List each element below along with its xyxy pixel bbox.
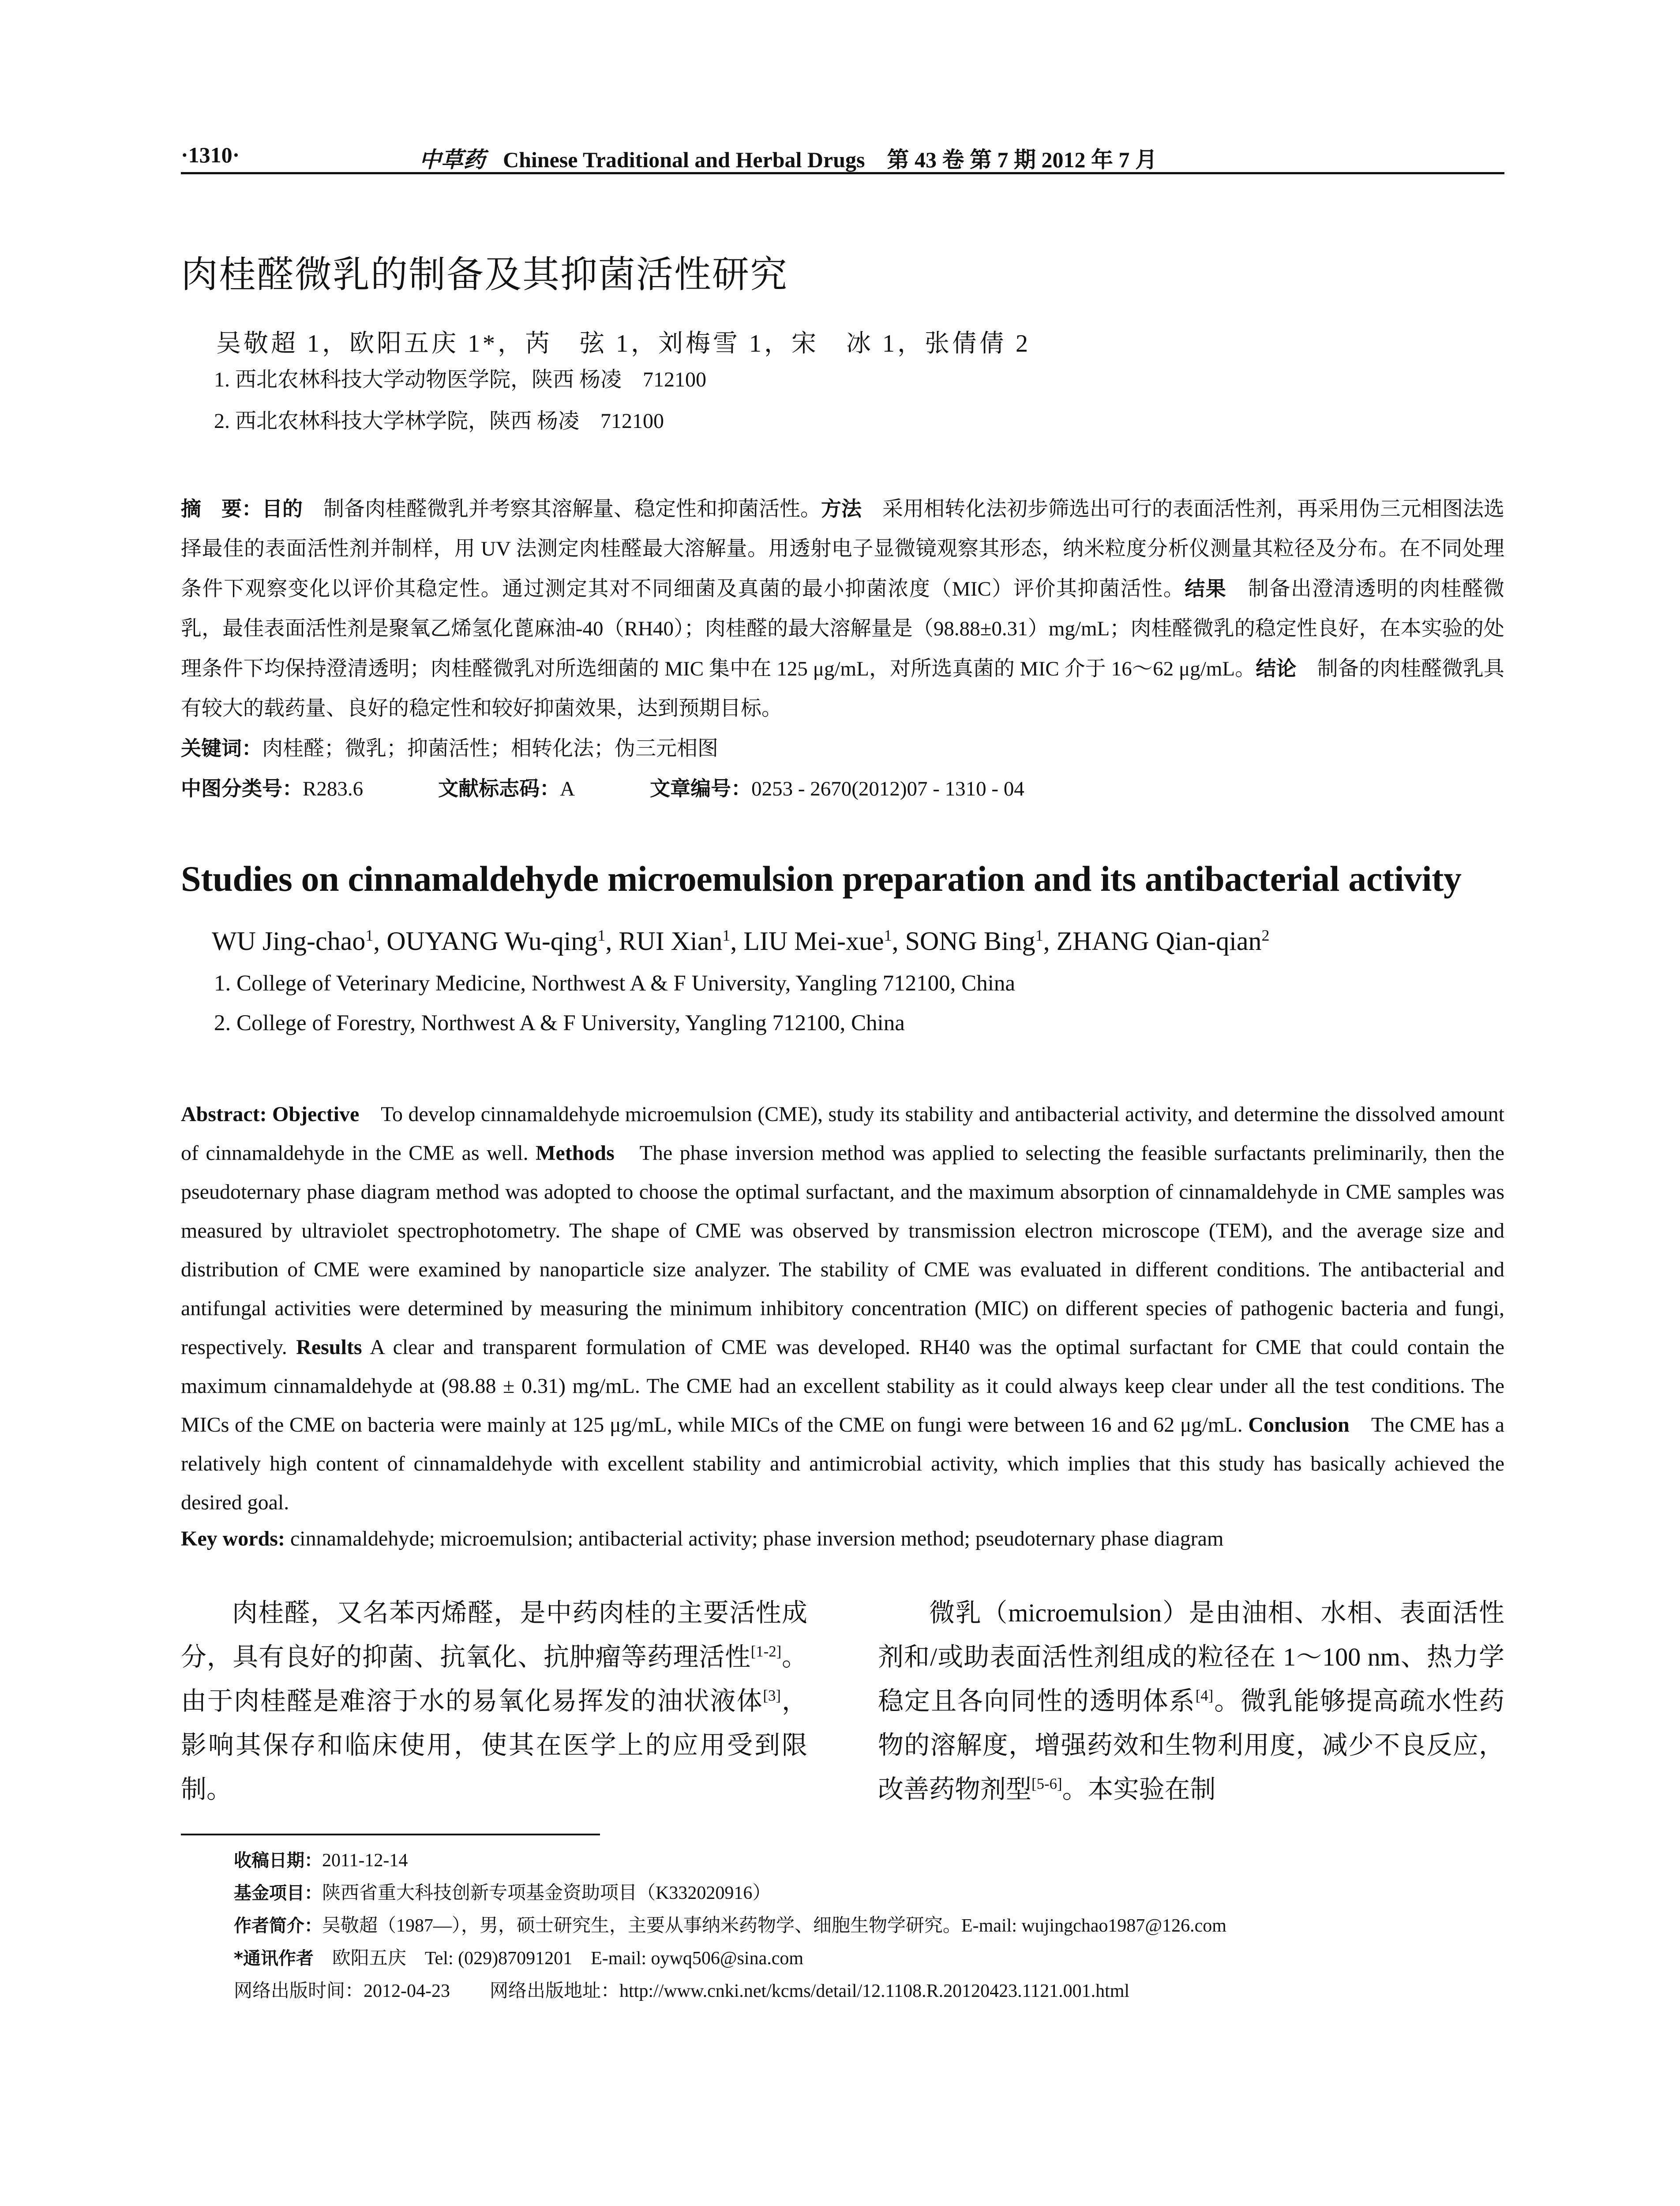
body-text: 。本实验在制 <box>1062 1775 1216 1804</box>
objective-text: 制备肉桂醛微乳并考察其溶解量、稳定性和抑菌活性。 <box>303 498 821 521</box>
body-text: 。由于肉桂醛是难溶于水的易氧化易挥发的油状液体 <box>181 1643 807 1715</box>
english-affiliation-1: 1. College of Veterinary Medicine, Northwest A & F University, Yangling 712100, China <box>214 971 1016 996</box>
intro-paragraph-left <box>181 1591 807 1812</box>
author-name: RUI Xian <box>619 927 723 956</box>
online-time: 网络出版时间：2012-04-23 <box>234 1981 450 2001</box>
left-column <box>181 1591 807 1812</box>
citation[interactable]: [1-2] <box>750 1643 782 1660</box>
chinese-affiliation-1: 1. 西北农林科技大学动物医学院，陕西 杨凌 712100 <box>214 368 707 391</box>
keywords-text: cinnamaldehyde; microemulsion; antibacterial activity; phase inversion method; pseudoternary phase diagram <box>290 1527 1224 1550</box>
author-bio-value: 吴敬超（1987—），男，硕士研究生，主要从事纳米药物学、细胞生物学研究。E-mail: wujingchao1987@126.com <box>322 1916 1226 1936</box>
methods-text: The phase inversion method was applied to selecting the feasible surfactants preliminarily, then the pseudoternary phase diagram method was adopted to choose the optimal surfactant, and the maximum absorption of cinnamaldehyde in CME samples was measured by ultraviolet spectrophotometry. The shape of CME was observed by transmission electron microscope (TEM), and the average size and distribution of CME were examined by nanoparticle size analyzer. The stability of CME was evaluated in different conditions. The antibacterial and antifungal activities were determined by measuring the minimum inhibitory concentration (MIC) on different species of pathogenic bacteria and fungi, respectively. <box>181 1141 1504 1359</box>
results-label: 结果 <box>1185 577 1227 600</box>
english-abstract <box>181 1095 1504 1556</box>
author-affil-mark: 2 <box>1261 927 1270 944</box>
english-authors: WU Jing-chao$^1$, OUYANG Wu-qing$^1$, RUI Xian$^1$, LIU Mei-xue$^1$, SONG Bing$^1$, ZHANG Qian-qian$^2$ <box>212 927 1270 956</box>
footnotes <box>234 1844 1504 2007</box>
methods-text: 采用相转化法初步筛选出可行的表面活性剂，再采用伪三元相图法选择最佳的表面活性剂并制样，用 UV 法测定肉桂醛最大溶解量。用透射电子显微镜观察其形态，纳米粒度分析仪测量其粒径及分布。在不同处理条件下观察变化以评价其稳定性。通过测定其对不同细菌及真菌的最小抑菌浓度（MIC）评价其抑菌活性。 <box>181 498 1504 600</box>
conclusion-text: 制备的肉桂醛微乳具有较大的载药量、良好的稳定性和较好抑菌效果，达到预期目标。 <box>181 657 1505 720</box>
doc-code-label: 文献标志码： <box>438 777 560 800</box>
author-bio-label: 作者简介： <box>234 1916 322 1936</box>
chinese-affiliation-2: 2. 西北农林科技大学林学院，陕西 杨凌 712100 <box>214 409 664 433</box>
article-no-value: 0253 - 2670(2012)07 - 1310 - 04 <box>751 777 1024 800</box>
abstract-label: 摘 要： <box>181 497 262 521</box>
conclusion-label: 结论 <box>1256 657 1297 680</box>
conclusion-text: The CME has a relatively high content of cinnamaldehyde with excellent stability and antimicrobial activity, which implies that this study has basically achieved the desired goal. <box>181 1413 1504 1514</box>
abstract-label: Abstract: <box>181 1103 273 1126</box>
intro-paragraph-right <box>878 1591 1504 1812</box>
chinese-keywords <box>181 728 1504 769</box>
results-text: A clear and transparent formulation of CME was developed. RH40 was the optimal surfactant for CME that could contain the maximum cinnamaldehyde at (98.88 ± 0.31) mg/mL. The CME had an excellent stability as it could always keep clear under all the test conditions. The MICs of the CME on bacteria were mainly at 125 μg/mL, while MICs of the CME on fungi were between 16 and 62 μg/mL. <box>181 1336 1505 1437</box>
author-name: LIU Mei-xue <box>743 927 884 956</box>
objective-text: To develop cinnamaldehyde microemulsion (CME), study its stability and antibacterial activity, and determine the dissolved amount of cinnamaldehyde in the CME as well. <box>181 1103 1505 1165</box>
keywords-text: 肉桂醛；微乳；抑菌活性；相转化法；伪三元相图 <box>262 737 718 760</box>
citation[interactable]: [5-6] <box>1031 1775 1062 1793</box>
author-name: OUYANG Wu-qing <box>386 927 598 956</box>
objective-label: Objective <box>272 1103 360 1126</box>
author-affil-mark: 1 <box>722 927 731 944</box>
keywords-label: Key words: <box>181 1527 290 1550</box>
english-affiliation-2: 2. College of Forestry, Northwest A & F University, Yangling 712100, China <box>214 1011 905 1035</box>
author-affil-mark: 1 <box>365 927 374 944</box>
classification-line <box>181 769 1504 809</box>
citation[interactable]: [4] <box>1195 1687 1214 1704</box>
chinese-abstract <box>181 489 1504 809</box>
methods-label: Methods <box>536 1141 615 1165</box>
chinese-title: 肉桂醛微乳的制备及其抑菌活性研究 <box>181 253 788 296</box>
received-date <box>234 1844 1504 1877</box>
online-info <box>234 1975 1504 2007</box>
received-label: 收稿日期： <box>234 1850 322 1871</box>
fund-label: 基金项目： <box>234 1883 322 1903</box>
body-text: ，影响其保存和临床使用，使其在医学上的应用受到限制。 <box>181 1687 807 1804</box>
clc-value: R283.6 <box>303 777 364 800</box>
body-text: 。微乳能够提高疏水性药物的溶解度，增强药效和生物利用度，减少不良反应，改善药物剂型 <box>878 1687 1504 1804</box>
results-label: Results <box>296 1336 362 1359</box>
author-name: SONG Bing <box>905 927 1035 956</box>
journal-issue: Chinese Traditional and Herbal Drugs 第 43 卷 第 7 期 2012 年 7 月 <box>503 147 1157 172</box>
right-column <box>878 1591 1504 1812</box>
objective-label: 目的 <box>262 497 303 521</box>
body-columns <box>181 1591 1504 1812</box>
author-affil-mark: 1 <box>1035 927 1043 944</box>
journal-logo: 中草药 <box>419 147 485 172</box>
author-affil-mark: 1 <box>597 927 606 944</box>
body-text: 微乳（microemulsion）是由油相、水相、表面活性剂和/或助表面活性剂组成的粒径在 1～100 nm、热力学稳定且各向同性的透明体系 <box>878 1598 1504 1715</box>
paper-page <box>181 132 1504 2007</box>
citation[interactable]: [3] <box>763 1687 781 1704</box>
footnote-divider <box>181 1834 600 1835</box>
corr-value: 欧阳五庆 Tel: (029)87091201 E-mail: oywq506@sina.com <box>313 1948 804 1969</box>
body-text: 肉桂醛，又名苯丙烯醛，是中药肉桂的主要活性成分，具有良好的抑菌、抗氧化、抗肿瘤等药理活性 <box>181 1598 807 1671</box>
article-no-label: 文章编号： <box>650 777 752 800</box>
fund-info <box>234 1877 1504 1910</box>
corresponding-author <box>234 1942 1504 1975</box>
results-text: 制备出澄清透明的肉桂醛微乳，最佳表面活性剂是聚氧乙烯氢化蓖麻油-40（RH40）；肉桂醛的最大溶解量是（98.88±0.31）mg/mL；肉桂醛微乳的稳定性良好，在本实验的处理条件下均保持澄清透明；肉桂醛微乳对所选细菌的 MIC 集中在 125 μg/mL，对所选真菌的 MIC 介于 16～62 μg/mL。 <box>181 578 1504 680</box>
fund-value: 陕西省重大科技创新专项基金资助项目（K332020916） <box>322 1883 771 1903</box>
author-name: ZHANG Qian-qian <box>1056 927 1262 956</box>
methods-label: 方法 <box>821 497 862 521</box>
keywords-label: 关键词： <box>181 736 262 760</box>
received-value: 2011-12-14 <box>322 1850 408 1871</box>
page-number: ·1310· <box>181 143 240 167</box>
chinese-authors: 吴敬超 1，欧阳五庆 1*，芮 弦 1，刘梅雪 1，宋 冰 1，张倩倩 2 <box>216 330 1031 357</box>
conclusion-label: Conclusion <box>1248 1413 1350 1437</box>
running-header <box>181 132 1504 174</box>
author-bio <box>234 1910 1504 1942</box>
english-title: Studies on cinnamaldehyde microemulsion preparation and its antibacterial activity <box>181 859 1462 899</box>
clc-label: 中图分类号： <box>181 777 303 800</box>
journal-info <box>419 142 1157 174</box>
author-name: WU Jing-chao <box>212 927 366 956</box>
english-keywords <box>181 1522 1504 1556</box>
corr-label: *通讯作者 <box>234 1948 314 1969</box>
online-address[interactable]: 网络出版地址：http://www.cnki.net/kcms/detail/12.1108.R.20120423.1121.001.html <box>489 1981 1130 2001</box>
doc-code-value: A <box>560 777 575 800</box>
author-affil-mark: 1 <box>884 927 892 944</box>
